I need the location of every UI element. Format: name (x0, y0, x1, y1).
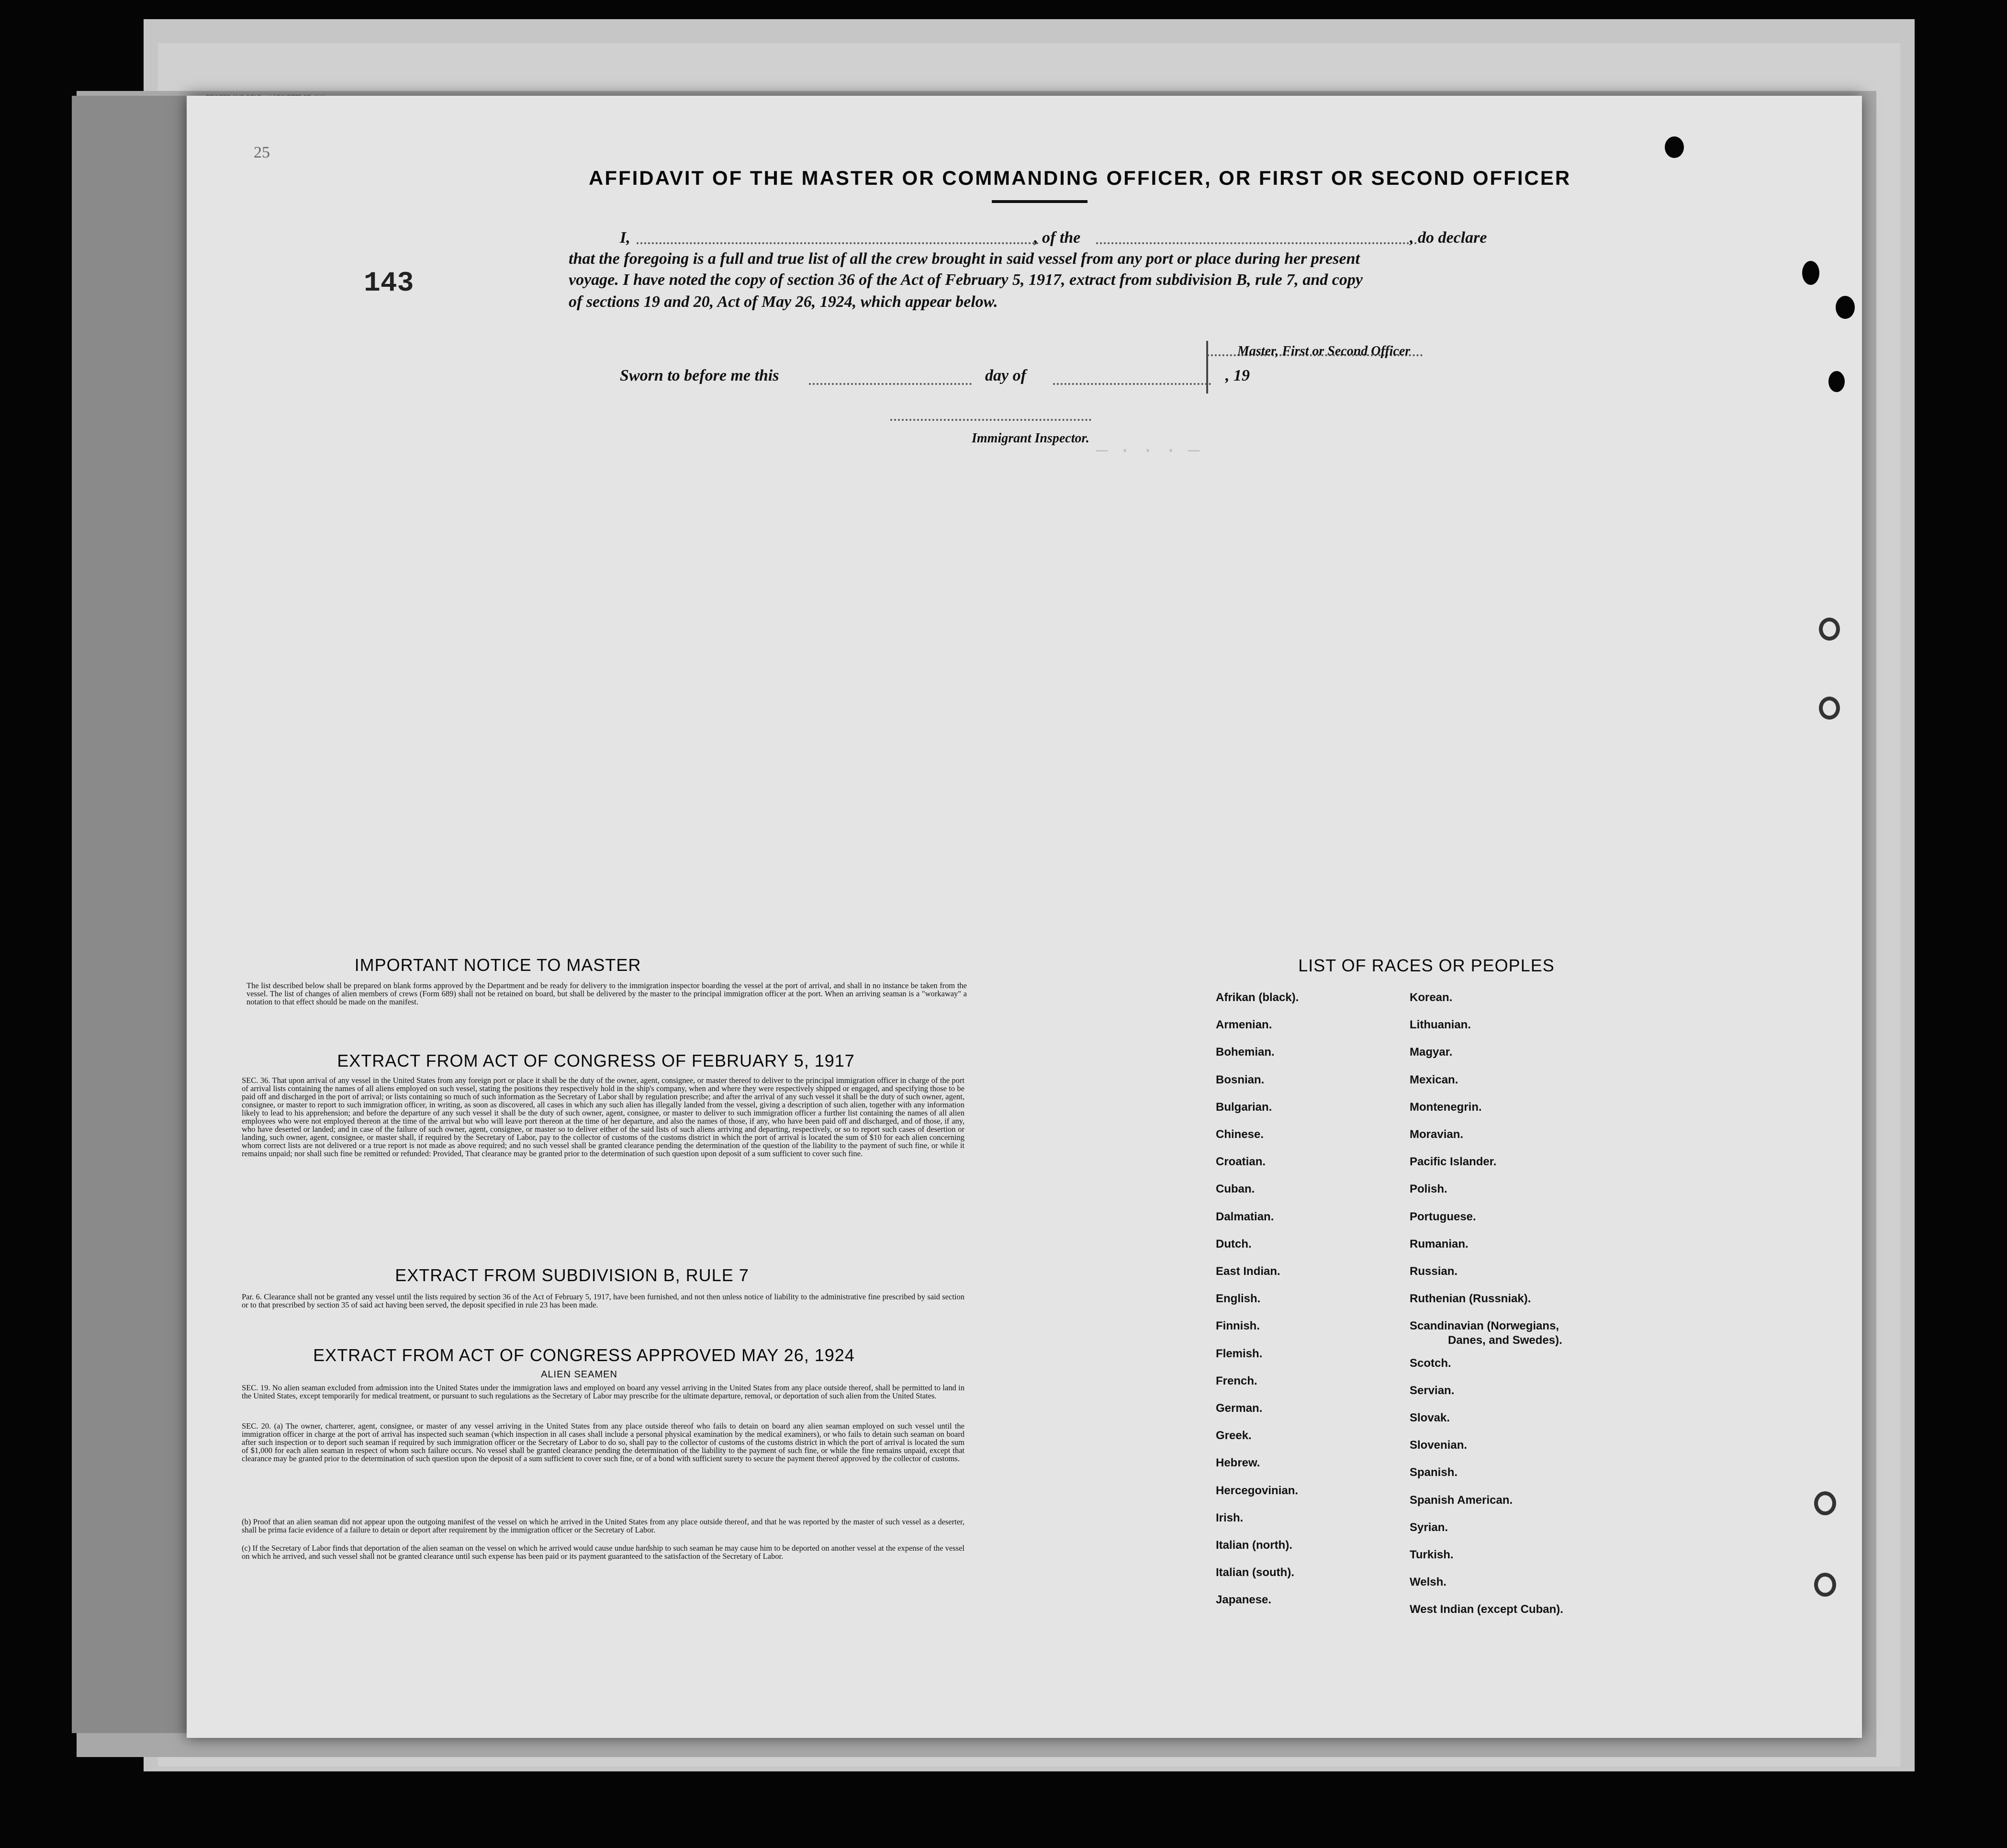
affidavit-line3: voyage. I have noted the copy of section 36 of the Act of February 5, 1917, extract from subdivision B, rule 7, and copy (569, 271, 1363, 289)
affidavit-line1-declare: , do declare (1410, 229, 1487, 247)
race-item: Pacific Islander. (1410, 1155, 1497, 1168)
race-item: Servian. (1410, 1384, 1455, 1397)
race-item: Russian. (1410, 1265, 1458, 1278)
sworn-month-field[interactable] (1053, 383, 1211, 385)
race-item: Mexican. (1410, 1073, 1458, 1086)
punch-hole (1828, 371, 1845, 392)
inspector-caption: Immigrant Inspector. (972, 431, 1089, 446)
sworn-day-of: day of (985, 367, 1026, 384)
page-mark: 25 (254, 144, 270, 161)
race-item: English. (1216, 1292, 1261, 1305)
race-item: Ruthenian (Russniak). (1410, 1292, 1531, 1305)
punch-hole (1802, 261, 1819, 285)
rule7-body: Par. 6. Clearance shall not be granted any vessel until the lists required by section 36 of the Act of February 5, 1917, have been furnished, and not then unless notice of liability to the administrative fine prescribed by said section or to that prescribed by section 35 of said act having been served, the deposit specified in rule 23 has been made. (242, 1292, 964, 1309)
race-item: Scandinavian (Norwegians, (1410, 1319, 1559, 1332)
race-item: Lithuanian. (1410, 1018, 1471, 1031)
extract-1917-title: EXTRACT FROM ACT OF CONGRESS OF FEBRUARY 5, 1917 (337, 1051, 855, 1070)
affidavit-line2: that the foregoing is a full and true list of all the crew brought in said vessel from any port or place during her present (569, 250, 1360, 268)
signature-caption: Master, First or Second Officer (1237, 344, 1411, 359)
race-item: Syrian. (1410, 1521, 1448, 1534)
race-item: Polish. (1410, 1183, 1447, 1195)
rule7-title: EXTRACT FROM SUBDIVISION B, RULE 7 (395, 1265, 749, 1285)
extract-1924-title: EXTRACT FROM ACT OF CONGRESS APPROVED MAY 26, 1924 (313, 1345, 855, 1365)
punch-hole-reinforced (1819, 618, 1840, 641)
race-item: Cuban. (1216, 1183, 1255, 1195)
races-title: LIST OF RACES OR PEOPLES (1298, 956, 1555, 975)
race-item: Italian (south). (1216, 1566, 1294, 1579)
race-item: East Indian. (1216, 1265, 1280, 1278)
vessel-name-field[interactable] (1096, 242, 1417, 244)
race-item: French. (1216, 1375, 1257, 1387)
race-item: Moravian. (1410, 1128, 1464, 1141)
affidavit-title: AFFIDAVIT OF THE MASTER OR COMMANDING OFFICER, OR FIRST OR SECOND OFFICER (589, 167, 1571, 189)
affidavit-line1-of: , of the (1034, 229, 1081, 247)
race-item-continuation: Danes, and Swedes). (1448, 1334, 1562, 1347)
master-name-field[interactable] (637, 242, 1039, 244)
race-item: Bohemian. (1216, 1046, 1275, 1059)
sworn-day-field[interactable] (809, 383, 972, 385)
affidavit-line1-i: I, (620, 229, 630, 247)
race-item: Croatian. (1216, 1155, 1266, 1168)
race-item: Greek. (1216, 1429, 1252, 1442)
race-item: Chinese. (1216, 1128, 1264, 1141)
title-rule (992, 200, 1088, 203)
sec19-body: SEC. 19. No alien seaman excluded from admission into the United States under the immigration laws and employed on board any vessel arriving in the United States from any place outside thereof, shall be permitted to land in the United States, except temporarily for medical treatment, or pursuant to such regulations as the Secretary of Labor may prescribe for the ultimate departure, removal, or deportation of such alien from the United States. (242, 1383, 964, 1400)
notice-title: IMPORTANT NOTICE TO MASTER (354, 955, 641, 975)
race-item: Hercegovinian. (1216, 1484, 1299, 1497)
binding-strip (72, 96, 196, 1733)
race-item: West Indian (except Cuban). (1410, 1603, 1563, 1616)
affidavit-line4: of sections 19 and 20, Act of May 26, 1924, which appear below. (569, 293, 998, 311)
race-item: Bulgarian. (1216, 1101, 1272, 1114)
race-item: Montenegrin. (1410, 1101, 1482, 1114)
extract-1917-body: SEC. 36. That upon arrival of any vessel in the United States from any foreign port or place it shall be the duty of the owner, agent, consignee, or master thereof to deliver to the principal immigration officer in charge of the port of arrival lists containing the names of all aliens employed on such vessel, stating the positions they respectively hold in the ship's company, when and where they were respectively shipped or engaged, and specifying those to be paid off and discharged in the port of arrival; or lists containing so much of such information as the Secretary of Labor shall by regulation prescribe; and after the arrival of any such vessel it shall be the duty of such owner, agent, consignee, or master to report to such immigration officer, in writing, as soon as discovered, all cases in which any such alien has illegally landed from the vessel, giving a description of such alien, together with any information likely to lead to his apprehension; and before the departure of any such vessel it shall be the duty of such owner, agent, consignee, or master to deliver to such immigration officer a further list containing the names of all alien employees who were not employed thereon at the time of the arrival but who will leave port thereon at the time of her departure, and also the names of those, if any, who have been paid off and discharged, and of those, if any, who have deserted or landed; and in case of the failure of such owner, agent, consignee, or master so to deliver either of the said lists of such aliens arriving and departing, respectively, or so to report such cases of desertion or landing, such owner, agent, consignee, or master shall, if required by the Secretary of Labor, pay to the collector of customs of the customs district in which the port of arrival is located the sum of $10 for each alien concerning whom correct lists are not delivered or a true report is not made as above required; and no such vessel shall be granted clearance pending the determination of the question of the liability to the payment of such fine, or while it remains unpaid; nor shall such fine be remitted or refunded: Provided, That clearance may be granted prior to the determination of such question upon deposit of a sum sufficient to cover such fine. (242, 1076, 964, 1158)
race-item: Slovenian. (1410, 1439, 1468, 1452)
race-item: Irish. (1216, 1511, 1244, 1524)
race-item: Italian (north). (1216, 1539, 1292, 1552)
race-item: Hebrew. (1216, 1456, 1260, 1469)
race-item: Slovak. (1410, 1411, 1450, 1424)
punch-hole-reinforced (1819, 697, 1840, 720)
race-item: Korean. (1410, 991, 1453, 1004)
race-item: Armenian. (1216, 1018, 1272, 1031)
race-item: Flemish. (1216, 1347, 1263, 1360)
sec20c-body: (c) If the Secretary of Labor finds that deportation of the alien seaman on the vessel on which he arrived would cause undue hardship to such seaman he may cause him to be deported on another vessel at the expense of the vessel on which he arrived, and such vessel shall not be granted clearance until such expense has been paid or its payment guaranteed to the satisfaction of the Secretary of Labor. (242, 1544, 964, 1561)
bleed-through-text: — · · · — (1096, 440, 1200, 462)
notice-body: The list described below shall be prepared on blank forms approved by the Department and be ready for delivery to the immigration inspector boarding the vessel at the port of arrival, and shall in no instance be taken from the vessel. The list of changes of alien members of crews (Form 689) shall not be retained on board, but shall be delivered by the master to the principal immigration officer at the port. When an arriving seaman is a "workaway" a notation to that effect should be made on the manifest. (247, 981, 967, 1006)
punch-hole (1836, 296, 1855, 319)
sec20b-body: (b) Proof that an alien seaman did not appear upon the outgoing manifest of the vessel on which he arrived in the United States from any place outside thereof, and that he was reported by the master of such vessel as a deserter, shall be prima facie evidence of a failure to detain or deport after requirement by the immigration officer or the Secretary of Labor. (242, 1517, 964, 1534)
race-item: Japanese. (1216, 1593, 1272, 1606)
race-item: Bosnian. (1216, 1073, 1265, 1086)
punch-hole (1665, 136, 1684, 158)
race-item: Portuguese. (1410, 1210, 1476, 1223)
punch-hole-reinforced (1814, 1491, 1836, 1515)
race-item: Magyar. (1410, 1046, 1453, 1059)
race-item: Spanish. (1410, 1466, 1458, 1479)
race-item: Dalmatian. (1216, 1210, 1274, 1223)
race-item: Turkish. (1410, 1548, 1454, 1561)
sec20a-body: SEC. 20. (a) The owner, charterer, agent, consignee, or master of any vessel arriving in the United States from any place outside thereof who fails to detain on board any alien seaman employed on such vessel until the immigration officer in charge at the port of arrival has inspected such seaman (which inspection in all cases shall include a personal physical examination by the medical examiners), or who fails to detain such seaman on board after such inspection or to deport such seaman if required by such immigration officer or the Secretary of Labor to do so, shall pay to the collector of customs of the customs district in which the port of arrival is located the sum of $1,000 for each alien seaman in respect of whom such failure occurs. No vessel shall be granted clearance pending the determination of the liability to the payment of such fine, or while the fine remains unpaid, except that clearance may be granted prior to the determination of such question upon the deposit of a sum sufficient to cover such fine, or of a bond with sufficient surety to secure the payment thereof approved by the collector of customs. (242, 1421, 964, 1463)
race-item: Dutch. (1216, 1238, 1252, 1251)
sheet-number: 143 (364, 268, 414, 299)
race-item: Welsh. (1410, 1576, 1446, 1589)
inspector-signature-field[interactable] (890, 419, 1091, 421)
race-item: Spanish American. (1410, 1494, 1513, 1507)
punch-hole-reinforced (1814, 1573, 1836, 1597)
race-item: Finnish. (1216, 1319, 1260, 1332)
race-item: Scotch. (1410, 1357, 1451, 1370)
signature-bracket (1206, 341, 1208, 394)
crew-list-page (187, 96, 1862, 1738)
race-item: Rumanian. (1410, 1238, 1469, 1251)
sworn-year-prefix: , 19 (1225, 367, 1250, 384)
extract-1924-subtitle: ALIEN SEAMEN (541, 1369, 617, 1380)
race-item: German. (1216, 1402, 1263, 1415)
race-item: Afrikan (black). (1216, 991, 1299, 1004)
sworn-text: Sworn to before me this (620, 367, 779, 384)
